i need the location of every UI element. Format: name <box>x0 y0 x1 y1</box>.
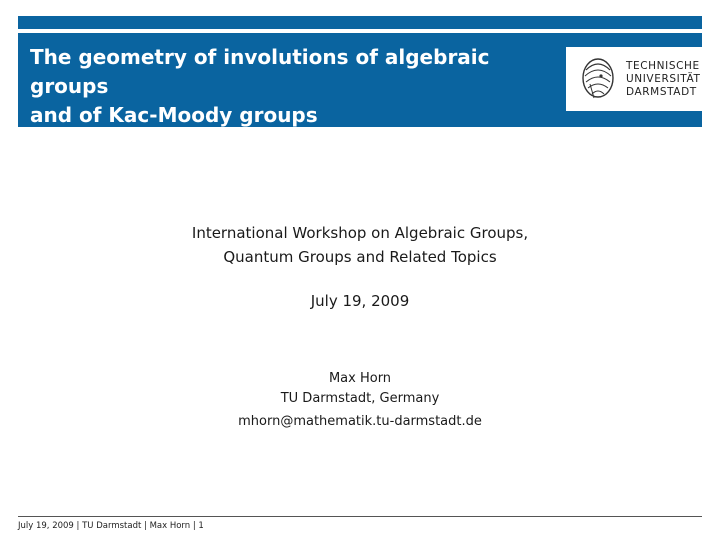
author-name: Max Horn <box>328 371 392 386</box>
title-line-1: The geometry of involutions of algebraic groups <box>30 45 490 98</box>
footer-divider <box>18 516 702 517</box>
logo-line-3: DARMSTADT <box>626 85 697 98</box>
athena-head-icon <box>578 54 618 104</box>
title-band <box>18 33 702 127</box>
logo-line-2: UNIVERSITÄT <box>626 72 701 85</box>
author-affiliation: TU Darmstadt, Germany <box>280 391 440 406</box>
title-line-2: and of Kac-Moody groups <box>30 103 318 127</box>
event-line-1: International Workshop on Algebraic Groups, <box>191 224 529 242</box>
event-line-2: Quantum Groups and Related Topics <box>223 248 497 266</box>
logo-line-1: TECHNISCHE <box>626 59 700 72</box>
slide-title <box>30 43 555 130</box>
event-name <box>0 221 720 269</box>
presentation-date: July 19, 2009 <box>310 292 410 310</box>
university-logo <box>566 47 702 111</box>
author-block <box>0 369 720 409</box>
header-stripe <box>18 16 702 29</box>
slide-footer: July 19, 2009 | TU Darmstadt | Max Horn | 1 <box>18 521 204 531</box>
university-name <box>626 60 701 99</box>
author-email: mhorn@mathematik.tu-darmstadt.de <box>238 414 482 429</box>
